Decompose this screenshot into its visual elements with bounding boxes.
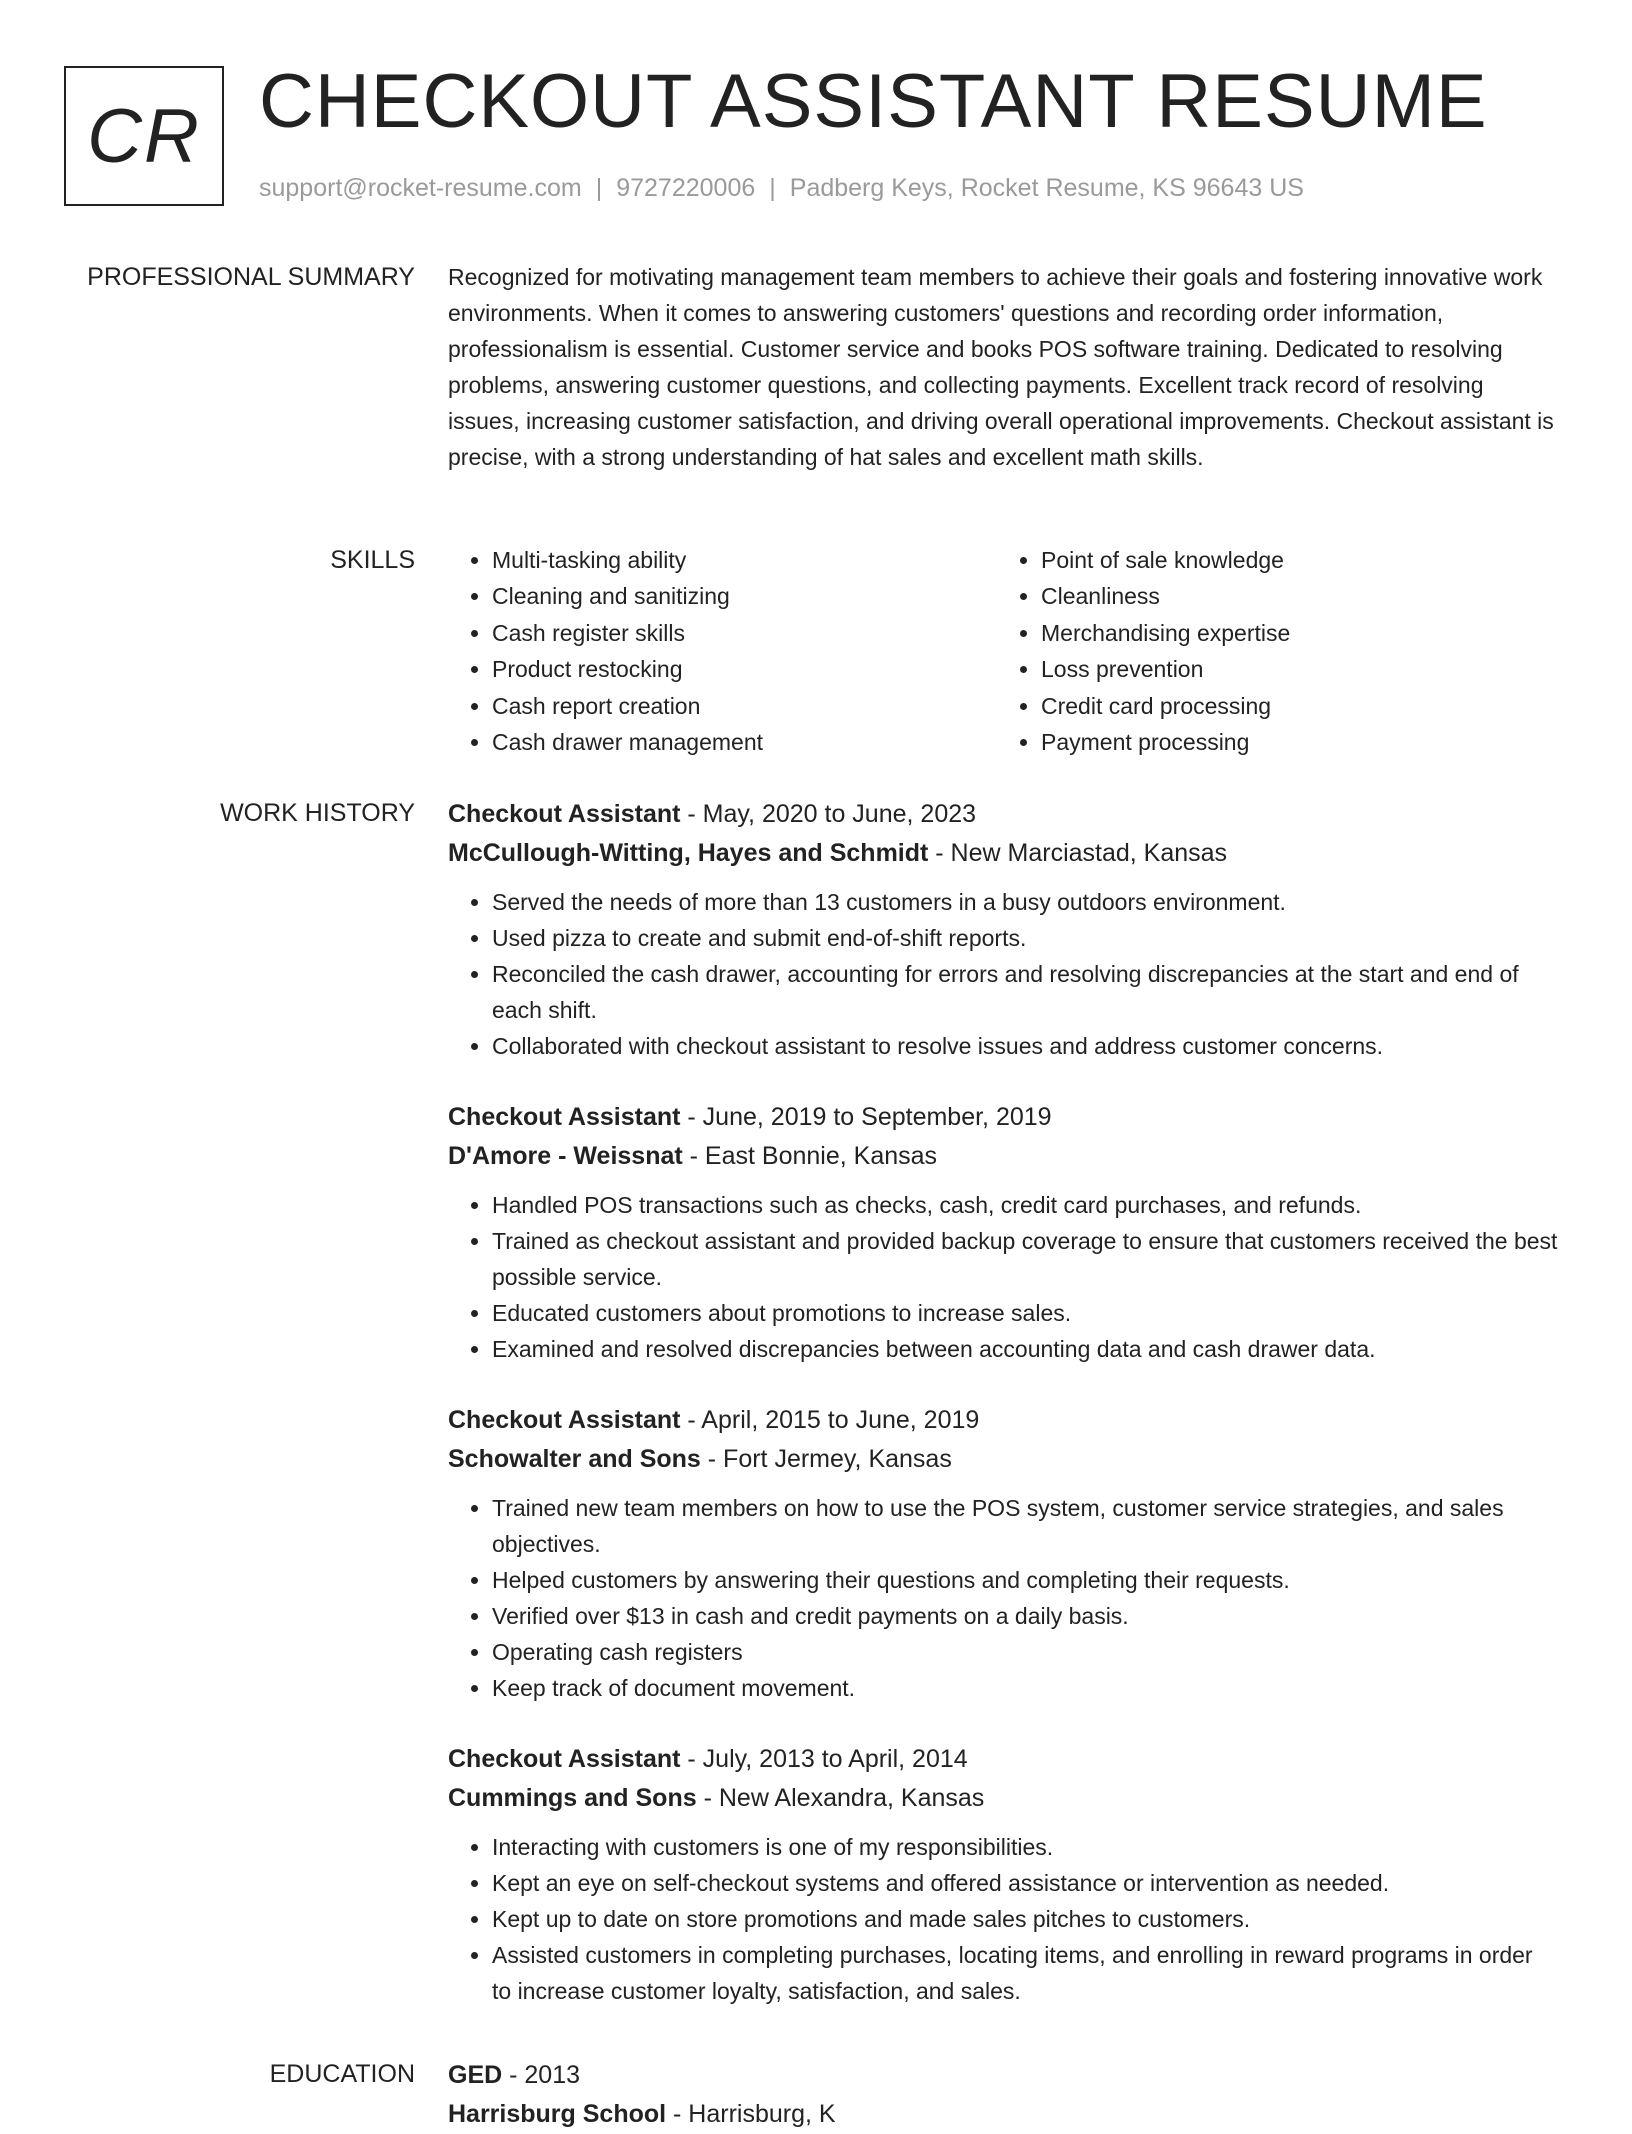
job-bullet: • Kept up to date on store promotions and made sales pitches to customers. <box>492 1901 1558 1937</box>
job-title-line <box>448 795 1558 834</box>
job-title: Checkout Assistant <box>448 1745 681 1773</box>
job-company-line <box>448 1440 1558 1479</box>
job-entry <box>448 1740 1558 2009</box>
job-company: Cummings and Sons <box>448 1784 697 1812</box>
education-location: - Harrisburg, K <box>666 2100 836 2128</box>
job-bullet: • Handled POS transactions such as checks, cash, credit card purchases, and refunds. <box>492 1187 1558 1223</box>
skills-columns <box>448 542 1558 760</box>
skill-item: • Merchandising expertise <box>1041 615 1546 651</box>
education-entry <box>448 2056 1558 2134</box>
job-dates: - June, 2019 to September, 2019 <box>680 1103 1052 1131</box>
skills-list-right <box>997 542 1546 760</box>
job-title-line <box>448 1401 1558 1440</box>
job-entry <box>448 795 1558 1064</box>
contact-email[interactable]: support@rocket-resume.com <box>259 174 582 202</box>
job-bullet: • Assisted customers in completing purchases, locating items, and enrolling in reward programs in order to increase customer loyalty, satisfaction, and sales. <box>492 1937 1558 2009</box>
skill-item: • Loss prevention <box>1041 651 1546 687</box>
job-entry <box>448 1401 1558 1706</box>
skill-item: • Cleaning and sanitizing <box>492 578 997 614</box>
job-bullets <box>448 884 1558 1064</box>
job-bullet: • Verified over $13 in cash and credit payments on a daily basis. <box>492 1598 1558 1634</box>
education-school-line <box>448 2095 1558 2134</box>
job-title-line <box>448 1098 1558 1137</box>
job-title: Checkout Assistant <box>448 1103 681 1131</box>
contact-address: Padberg Keys, Rocket Resume, KS 96643 US <box>789 174 1304 202</box>
job-dates: - July, 2013 to April, 2014 <box>680 1745 968 1773</box>
job-bullet: • Keep track of document movement. <box>492 1670 1558 1706</box>
job-bullet: • Operating cash registers <box>492 1634 1558 1670</box>
skill-item: • Cleanliness <box>1041 578 1546 614</box>
job-dates: - May, 2020 to June, 2023 <box>680 800 977 828</box>
skill-item: • Payment processing <box>1041 724 1546 760</box>
job-company-line <box>448 834 1558 873</box>
skill-item: • Cash register skills <box>492 615 997 651</box>
education-heading: EDUCATION <box>269 2060 415 2088</box>
job-bullets <box>448 1829 1558 2009</box>
summary-heading: PROFESSIONAL SUMMARY <box>87 263 415 291</box>
job-bullet: • Served the needs of more than 13 customers in a busy outdoors environment. <box>492 884 1558 920</box>
contact-phone[interactable]: 9727220006 <box>616 174 756 202</box>
job-location: - Fort Jermey, Kansas <box>700 1445 952 1473</box>
job-bullet: • Educated customers about promotions to increase sales. <box>492 1295 1558 1331</box>
monogram-text: CR <box>87 93 201 179</box>
education-year: - 2013 <box>502 2061 581 2089</box>
job-bullet: • Collaborated with checkout assistant to resolve issues and address customer concerns. <box>492 1028 1558 1064</box>
job-bullet: • Reconciled the cash drawer, accounting for errors and resolving discrepancies at the start and end of each shift. <box>492 956 1558 1028</box>
job-bullet: • Trained as checkout assistant and provided backup coverage to ensure that customers received the best possible service. <box>492 1223 1558 1295</box>
monogram-badge <box>64 66 224 206</box>
job-title: Checkout Assistant <box>448 1406 681 1434</box>
education-degree: GED <box>448 2061 503 2089</box>
work-history-heading: WORK HISTORY <box>220 799 415 827</box>
job-company: Schowalter and Sons <box>448 1445 701 1473</box>
job-bullets <box>448 1490 1558 1706</box>
job-bullet: • Used pizza to create and submit end-of-shift reports. <box>492 920 1558 956</box>
job-bullet: • Trained new team members on how to use the POS system, customer service strategies, and sales objectives. <box>492 1490 1558 1562</box>
job-bullet: • Kept an eye on self-checkout systems and offered assistance or intervention as needed. <box>492 1865 1558 1901</box>
job-location: - East Bonnie, Kansas <box>682 1142 938 1170</box>
resume-title: CHECKOUT ASSISTANT RESUME <box>259 59 1488 144</box>
job-location: - New Alexandra, Kansas <box>696 1784 985 1812</box>
job-dates: - April, 2015 to June, 2019 <box>680 1406 980 1434</box>
job-company-line <box>448 1779 1558 1818</box>
job-company: McCullough-Witting, Hayes and Schmidt <box>448 839 929 867</box>
job-bullet: • Examined and resolved discrepancies between accounting data and cash drawer data. <box>492 1331 1558 1367</box>
skill-item: • Cash drawer management <box>492 724 997 760</box>
education-school: Harrisburg School <box>448 2100 667 2128</box>
skill-item: • Cash report creation <box>492 688 997 724</box>
job-title: Checkout Assistant <box>448 800 681 828</box>
job-company-line <box>448 1137 1558 1176</box>
job-title-line <box>448 1740 1558 1779</box>
skills-heading: SKILLS <box>330 546 415 574</box>
job-location: - New Marciastad, Kansas <box>928 839 1228 867</box>
job-company: D'Amore - Weissnat <box>448 1142 683 1170</box>
skill-item: • Product restocking <box>492 651 997 687</box>
contact-line <box>259 174 1304 203</box>
skill-item: • Multi-tasking ability <box>492 542 997 578</box>
job-bullet: • Interacting with customers is one of my responsibilities. <box>492 1829 1558 1865</box>
work-history-list <box>448 795 1558 2043</box>
skill-item: • Point of sale knowledge <box>1041 542 1546 578</box>
education-degree-line <box>448 2056 1558 2095</box>
summary-text: Recognized for motivating management team members to achieve their goals and fostering innovative work environments. When it comes to answering customers' questions and recording order information, professionalism is essential. Customer service and books POS software training. Dedicated to resolving problems, answering customer questions, and collecting payments. Excellent track record of resolving issues, increasing customer satisfaction, and driving overall operational improvements. Checkout assistant is precise, with a strong understanding of hat sales and excellent math skills. <box>448 264 1554 470</box>
skill-item: • Credit card processing <box>1041 688 1546 724</box>
skills-list-left <box>448 542 997 760</box>
contact-separator: | <box>595 174 603 202</box>
job-entry <box>448 1098 1558 1367</box>
job-bullets <box>448 1187 1558 1367</box>
job-bullet: • Helped customers by answering their questions and completing their requests. <box>492 1562 1558 1598</box>
contact-separator: | <box>769 174 776 202</box>
